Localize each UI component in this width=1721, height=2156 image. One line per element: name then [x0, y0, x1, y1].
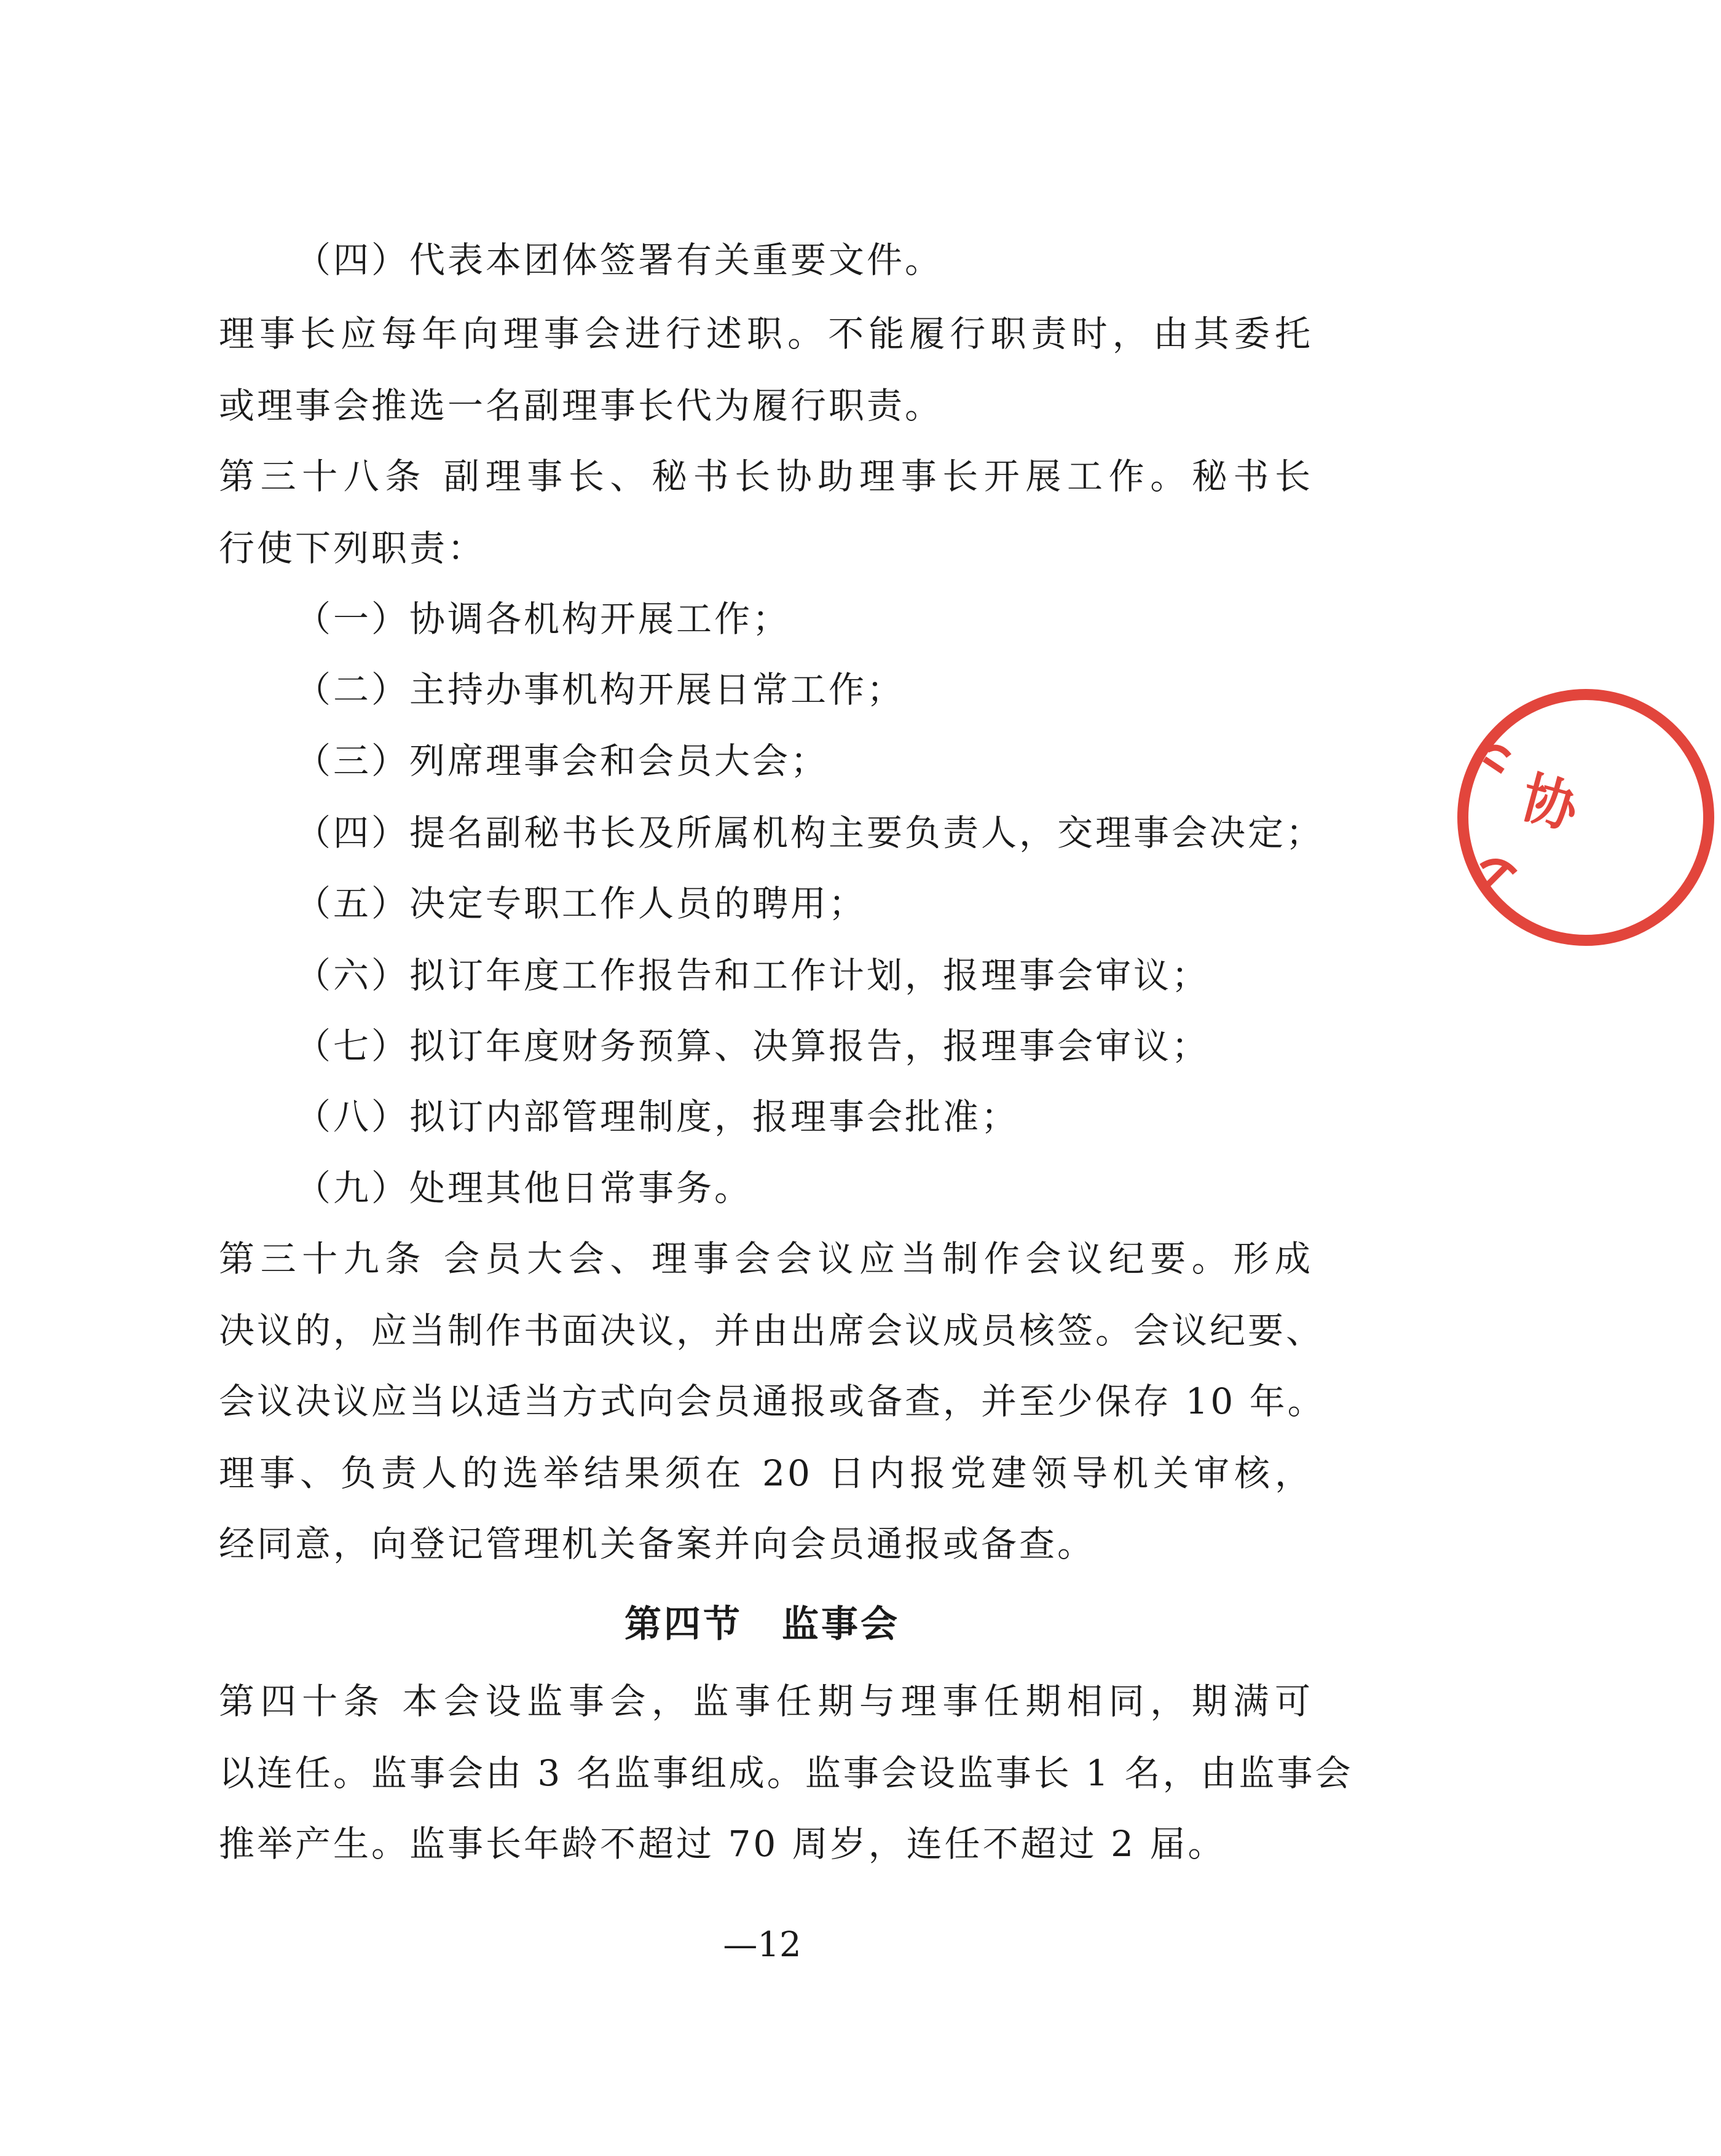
seal-ring [1463, 694, 1709, 940]
list-item: （二）主持办事机构开展日常工作； [295, 669, 905, 710]
official-seal [1451, 682, 1721, 953]
list-item: （八）拟订内部管理制度，报理事会批准； [295, 1096, 1020, 1138]
article-39-line: 第三十九条 会员大会、理事会会议应当制作会议纪要。形成 [219, 1238, 1313, 1280]
seal-character: 协 [1514, 765, 1585, 842]
list-item: （一）协调各机构开展工作； [295, 598, 791, 640]
list-item: （七）拟订年度财务预算、决算报告，报理事会审议； [295, 1025, 1210, 1067]
paragraph-line: 理事、负责人的选举结果须在 20 日内报党建领导机关审核， [219, 1452, 1313, 1494]
paragraph-line: 经同意，向登记管理机关备案并向会员通报或备查。 [219, 1523, 1096, 1565]
page-number: —12 [723, 1925, 801, 1965]
article-38-line: 第三十八条 副理事长、秘书长协助理事长开展工作。秘书长 [219, 455, 1313, 497]
list-item: （九）处理其他日常事务。 [295, 1167, 753, 1209]
paragraph-line: 或理事会推选一名副理事长代为履行职责。 [219, 385, 943, 427]
article-38-line: 行使下列职责： [219, 527, 486, 569]
article-40-line: 第四十条 本会设监事会，监事任期与理事任期相同，期满可 [219, 1680, 1313, 1722]
list-item: （四）提名副秘书长及所属机构主要负责人，交理事会决定； [295, 812, 1325, 854]
article-39-line: 决议的，应当制作书面决议，并由出席会议成员核签。会议纪要、 [219, 1310, 1325, 1351]
section-heading: 第四节 监事会 [624, 1603, 900, 1646]
article-40-line: 以连任。监事会由 3 名监事组成。监事会设监事长 1 名，由监事会 [219, 1752, 1353, 1794]
clause-item-4-sign-documents: （四）代表本团体签署有关重要文件。 [295, 239, 943, 281]
article-39-line: 会议决议应当以适当方式向会员通报或备查，并至少保存 10 年。 [219, 1380, 1326, 1422]
article-40-line: 推举产生。监事长年龄不超过 70 周岁，连任不超过 2 届。 [219, 1823, 1226, 1865]
list-item: （三）列席理事会和会员大会； [295, 740, 829, 782]
paragraph-line: 理事长应每年向理事会进行述职。不能履行职责时，由其委托 [219, 313, 1313, 355]
list-item: （五）决定专职工作人员的聘用； [295, 883, 867, 924]
list-item: （六）拟订年度工作报告和工作计划，报理事会审议； [295, 954, 1210, 996]
